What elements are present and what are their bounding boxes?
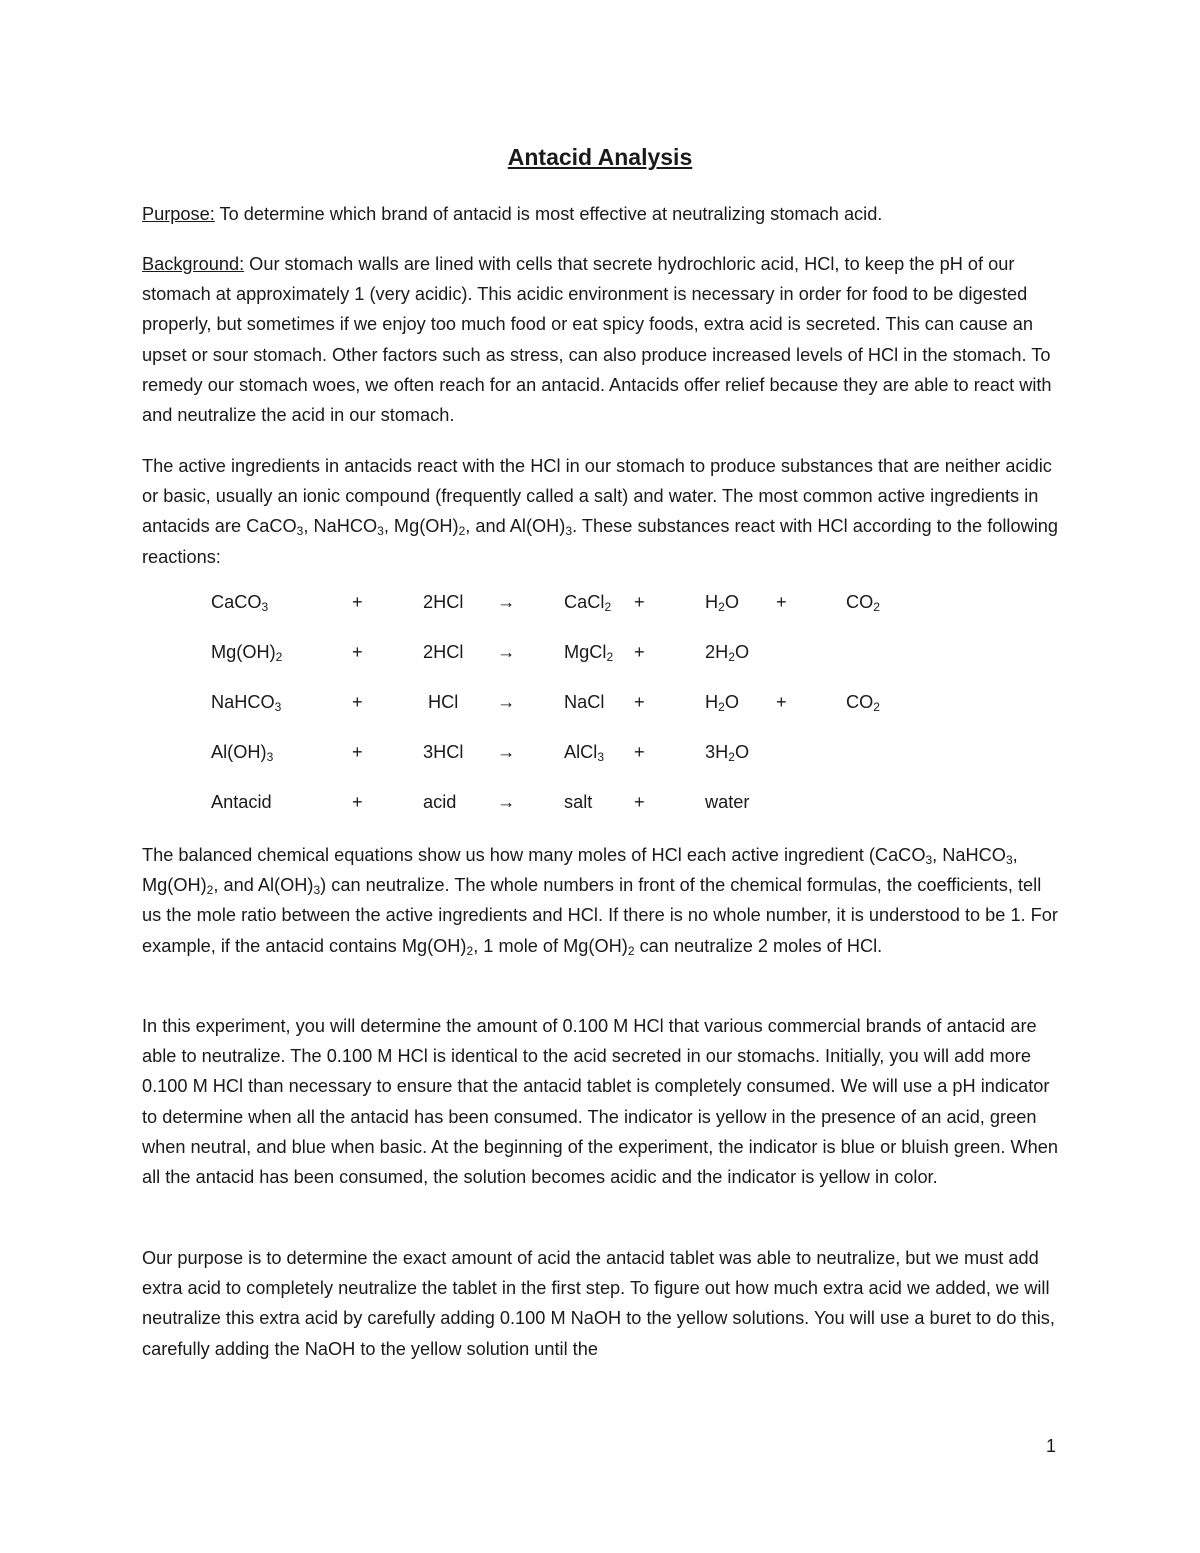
text-run: , Mg(OH) (142, 845, 1018, 896)
acid-formula: acid (423, 792, 457, 812)
salt-formula: MgCl$_2$ (564, 642, 614, 664)
salt-formula: NaCl (564, 692, 605, 712)
antacid-formula: CaCO$_3$ (211, 592, 269, 614)
water-formula: $H_2O$ (705, 692, 739, 714)
subscript: 2 (466, 943, 474, 958)
balanced-equations-paragraph (142, 840, 1060, 961)
purpose-label: Purpose: (142, 204, 215, 224)
yields-arrow: → (497, 742, 516, 762)
text-run: The balanced chemical equations show us how many moles of HCl each active ingredient (CaCO (142, 845, 926, 865)
page-number: 1 (1046, 1436, 1057, 1456)
water-formula: $H_2O$ (705, 592, 739, 614)
text-run: . These substances react with HCl according to the following reactions: (142, 516, 1058, 567)
subscript: 2 (458, 524, 466, 539)
acid-formula: 2HCl (423, 642, 464, 662)
text-run: can neutralize 2 moles of HCl. (634, 935, 883, 956)
purpose-paragraph (142, 199, 1060, 229)
plus-sign: + (352, 692, 363, 712)
plus-sign: + (634, 792, 645, 812)
plus-sign: + (634, 592, 645, 612)
water-formula: $2H_2O$ (705, 642, 750, 664)
text-run: , and Al(OH) (213, 875, 314, 896)
subscript: 2 (627, 943, 635, 958)
gas-formula: $CO_2$ (846, 592, 880, 614)
text-run: , and Al(OH) (465, 516, 566, 537)
antacid-formula: NaHCO$_3$ (211, 692, 282, 714)
purpose-text: To determine which brand of antacid is most effective at neutralizing stomach acid. (214, 204, 883, 224)
purpose-continuation-paragraph: Our purpose is to determine the exact amount of acid the antacid tablet was able to neutralize, but we must add extra acid to completely neutralize the tablet in the first step. To figure out how much extra acid we added, we will neutralize this extra acid by carefully adding 0.100 M NaOH to the yellow solutions. You will use a buret to do this, carefully adding the NaOH to the yellow solution until the (142, 1248, 1055, 1359)
acid-formula: 3HCl (423, 742, 464, 762)
plus-sign: + (352, 742, 363, 762)
subscript: 3 (313, 883, 321, 898)
subscript: 3 (565, 524, 573, 539)
salt-formula: CaCl$_2$ (564, 592, 612, 614)
plus-sign: + (776, 692, 787, 712)
background-paragraph (142, 249, 1060, 430)
plus-sign: + (634, 692, 645, 712)
subscript: 3 (1005, 853, 1013, 867)
antacid-formula: Antacid (211, 792, 272, 812)
yields-arrow: → (497, 642, 516, 662)
plus-sign: + (352, 592, 363, 612)
text-run: ) can neutralize. The whole numbers in front of the chemical formulas, the coefficients, tell us the mole ratio between the active ingredients and HCl. If there is no whole number, it is understood to be 1. For example, if the antacid contains Mg(OH) (142, 875, 1058, 956)
reaction-row (0, 792, 1200, 822)
acid-formula: HCl (428, 692, 459, 712)
reaction-row (0, 642, 1200, 672)
plus-sign: + (634, 642, 645, 662)
ingredients-paragraph (142, 451, 1060, 572)
water-formula: $3H_2O$ (705, 742, 750, 764)
plus-sign: + (634, 742, 645, 762)
background-label: Background: (142, 254, 245, 274)
subscript: 3 (925, 853, 933, 867)
subscript: 2 (206, 883, 214, 898)
plus-sign: + (352, 792, 363, 812)
antacid-formula: $Mg(OH)_2$ (211, 642, 283, 664)
gas-formula: $CO_2$ (846, 692, 880, 714)
yields-arrow: → (497, 592, 516, 612)
antacid-formula: $Al(OH)_3$ (211, 742, 274, 764)
water-formula: water (705, 792, 750, 812)
reaction-row (0, 592, 1200, 622)
experiment-paragraph: In this experiment, you will determine the amount of 0.100 M HCl that various commercial brands of antacid are able to neutralize. The 0.100 M HCl is identical to the acid secreted in our stomachs. Initially, you will add more 0.100 M HCl than necessary to ensure that the antacid tablet is completely consumed. We will use a pH indicator to determine when all the antacid has been consumed. The indicator is yellow in the presence of an acid, green when neutral, and blue when basic. At the beginning of the experiment, the indicator is blue or bluish green. When all the antacid has been consumed, the solution becomes acidic and the indicator is yellow in color. (142, 1016, 1059, 1188)
subscript: 3 (296, 524, 304, 539)
text-run: The active ingredients in antacids react with the HCl in our stomach to produce substances that are neither acidic or basic, usually an ionic compound (frequently called a salt) and water. The most common active ingredients in antacids are CaCO (142, 456, 1052, 537)
text-run: , NaHCO (303, 516, 378, 537)
text-run: , 1 mole of Mg(OH) (473, 935, 628, 956)
salt-formula: AlCl$_3$ (564, 742, 605, 764)
document-title: Antacid Analysis (507, 144, 693, 170)
yields-arrow: → (497, 692, 516, 712)
reaction-row (0, 692, 1200, 722)
background-text: Our stomach walls are lined with cells that secrete hydrochloric acid, HCl, to keep the pH of our stomach at approximately 1 (very acidic). This acidic environment is necessary in order for food to be digested properly, but sometimes if we enjoy too much food or eat spicy foods, extra acid is secreted. This can cause an upset or sour stomach. Other factors such as stress, can also produce increased levels of HCl in the stomach. To remedy our stomach woes, we often reach for an antacid. Antacids offer relief because they are able to react with and neutralize the acid in our stomach. (142, 254, 1052, 426)
salt-formula: salt (564, 792, 593, 812)
reaction-row (0, 742, 1200, 772)
subscript: 3 (377, 524, 384, 539)
text-run: , Mg(OH) (383, 516, 459, 537)
yields-arrow: → (497, 792, 516, 812)
plus-sign: + (776, 592, 787, 612)
text-run: , NaHCO (932, 845, 1006, 865)
acid-formula: 2HCl (423, 592, 464, 612)
plus-sign: + (352, 642, 363, 662)
